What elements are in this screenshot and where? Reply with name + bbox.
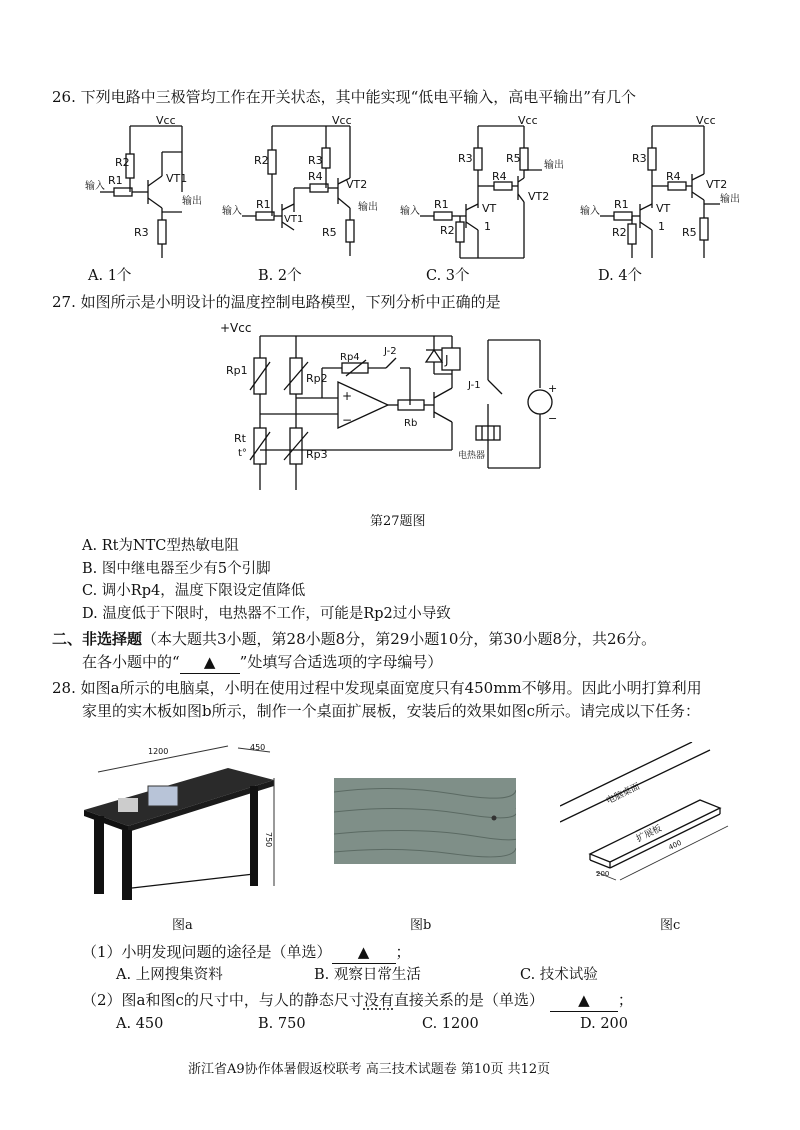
q27-option-a[interactable]: A. Rt为NTC型热敏电阻 [82, 538, 239, 554]
q27-stem: 27. 如图所示是小明设计的温度控制电路模型，下列分析中正确的是 [52, 293, 501, 311]
q28-fig-a-caption: 图a [172, 918, 193, 933]
q28-fig-b-caption: 图b [410, 918, 432, 933]
q26-circuit-2 [222, 112, 392, 262]
q26-option-b[interactable]: B. 2个 [258, 268, 302, 284]
svg-text:Vcc: Vcc [332, 114, 352, 127]
q26-stem: 26. 下列电路中三极管均工作在开关状态，其中能实现“低电平输入，高电平输出”有几个 [52, 88, 636, 106]
svg-text:R1: R1 [614, 198, 629, 211]
q28-sub2-option-c[interactable]: C. 1200 [422, 1016, 479, 1032]
svg-text:输出: 输出 [544, 160, 564, 171]
q27-option-d[interactable]: D. 温度低于下限时，电热器不工作，可能是Rp2过小导致 [82, 606, 451, 622]
svg-text:+Vcc: +Vcc [220, 321, 252, 335]
svg-text:R1: R1 [434, 198, 449, 211]
svg-text:R2: R2 [440, 224, 455, 237]
svg-text:750: 750 [264, 832, 273, 848]
svg-text:Rb: Rb [404, 418, 418, 429]
r2-label: R2 [115, 156, 130, 169]
svg-text:输出: 输出 [358, 202, 378, 213]
q28-sub1: （1）小明发现问题的途径是（单选） ▲ ； [82, 941, 411, 964]
svg-text:R3: R3 [308, 154, 323, 167]
q26-circuit-4 [580, 112, 750, 262]
q27-option-b[interactable]: B. 图中继电器至少有5个引脚 [82, 561, 271, 577]
svg-text:R5: R5 [682, 226, 697, 239]
svg-text:VT2: VT2 [346, 178, 368, 191]
svg-text:输入: 输入 [580, 206, 600, 217]
svg-text:VT: VT [656, 202, 671, 215]
svg-text:R4: R4 [308, 170, 323, 183]
section2-line1 [52, 628, 656, 650]
svg-text:R4: R4 [492, 170, 507, 183]
q27-fig-caption: 第27题图 [370, 514, 426, 529]
svg-text:Vcc: Vcc [696, 114, 716, 127]
q28-sub2-option-b[interactable]: B. 750 [258, 1016, 306, 1032]
page-footer: 浙江省A9协作体暑假返校联考 高三技术试题卷 第10页 共12页 [188, 1062, 551, 1077]
q26-circuit-3 [400, 112, 570, 262]
vt1-label: VT1 [166, 172, 188, 185]
section2-blank: ▲ [180, 651, 240, 674]
svg-text:电脑桌面: 电脑桌面 [604, 781, 642, 807]
svg-text:R5: R5 [322, 226, 337, 239]
q26-option-a[interactable]: A. 1个 [88, 268, 132, 284]
svg-text:−: − [548, 412, 558, 425]
svg-text:Vcc: Vcc [518, 114, 538, 127]
svg-text:400: 400 [667, 838, 683, 852]
svg-text:J-2: J-2 [384, 346, 397, 357]
q28-figure-c [560, 742, 736, 882]
q28-sub2-blank[interactable]: ▲ [550, 989, 618, 1012]
svg-text:电热器: 电热器 [458, 451, 486, 461]
q28-stem-line2: 家里的实木板如图b所示，制作一个桌面扩展板，安装后的效果如图c所示。请完成以下任务： [82, 702, 701, 720]
r3-label: R3 [134, 226, 149, 239]
svg-text:VT: VT [482, 202, 497, 215]
q28-sub1-blank[interactable]: ▲ [332, 941, 396, 964]
svg-text:R2: R2 [254, 154, 269, 167]
in-label: 输入 [85, 181, 105, 192]
svg-text:Rp4: Rp4 [340, 352, 360, 363]
q28-sub2: （2）图a和图c的尺寸中，与人的静态尺寸没有直接关系的是（单选） ▲ ； [82, 989, 633, 1012]
svg-text:Rt: Rt [234, 432, 246, 445]
svg-text:R5: R5 [506, 152, 521, 165]
svg-text:输出: 输出 [720, 194, 740, 205]
q28-sub1-option-b[interactable]: B. 观察日常生活 [314, 967, 421, 983]
section2-text: （本大题共3小题，第28小题8分，第29小题10分，第30小题8分，共26分。 [142, 630, 657, 648]
out-label: 输出 [182, 196, 202, 207]
svg-text:1200: 1200 [148, 747, 169, 756]
svg-text:450: 450 [250, 743, 266, 752]
svg-text:R3: R3 [632, 152, 647, 165]
q26-option-c[interactable]: C. 3个 [426, 268, 470, 284]
svg-text:J: J [445, 353, 449, 367]
svg-text:Rp1: Rp1 [226, 364, 248, 377]
svg-text:J-1: J-1 [468, 380, 481, 391]
vcc-label: Vcc [156, 114, 176, 127]
q28-figure-b [334, 778, 516, 864]
svg-text:Rp3: Rp3 [306, 448, 328, 461]
svg-text:R3: R3 [458, 152, 473, 165]
svg-text:R1: R1 [256, 198, 271, 211]
q26-option-d[interactable]: D. 4个 [598, 268, 643, 284]
svg-text:1: 1 [484, 220, 491, 233]
q26-circuit-1 [70, 112, 220, 262]
svg-text:+: + [548, 382, 558, 395]
r1-label: R1 [108, 174, 123, 187]
q27-option-c[interactable]: C. 调小Rp4，温度下限设定值降低 [82, 583, 306, 599]
q28-sub2-option-d[interactable]: D. 200 [580, 1016, 629, 1032]
svg-text:1: 1 [658, 220, 665, 233]
section2-line2: 在各小题中的“ ▲ ”处填写合适选项的字母编号） [82, 651, 442, 674]
svg-text:R4: R4 [666, 170, 681, 183]
svg-text:t°: t° [238, 448, 247, 459]
q28-figure-a [78, 738, 288, 904]
section2-title: 二、非选择题 [52, 630, 143, 648]
svg-text:扩展板: 扩展板 [634, 823, 664, 845]
q28-sub1-option-c[interactable]: C. 技术试验 [520, 967, 598, 983]
svg-text:VT1: VT1 [284, 214, 304, 225]
svg-text:VT2: VT2 [528, 190, 550, 203]
svg-text:+: + [342, 389, 353, 403]
svg-text:VT2: VT2 [706, 178, 728, 191]
q28-fig-c-caption: 图c [660, 918, 681, 933]
q28-stem-line1: 28. 如图a所示的电脑桌，小明在使用过程中发现桌面宽度只有450mm不够用。因此小明打算利用 [52, 679, 702, 697]
svg-text:输入: 输入 [400, 206, 420, 217]
svg-text:Rp2: Rp2 [306, 372, 328, 385]
svg-text:200: 200 [596, 870, 610, 878]
svg-text:R2: R2 [612, 226, 627, 239]
q27-figure [220, 318, 560, 498]
svg-text:输入: 输入 [222, 206, 242, 217]
svg-text:−: − [342, 413, 353, 427]
q28-sub1-option-a[interactable]: A. 上网搜集资料 [116, 967, 223, 983]
q28-sub2-option-a[interactable]: A. 450 [116, 1016, 164, 1032]
